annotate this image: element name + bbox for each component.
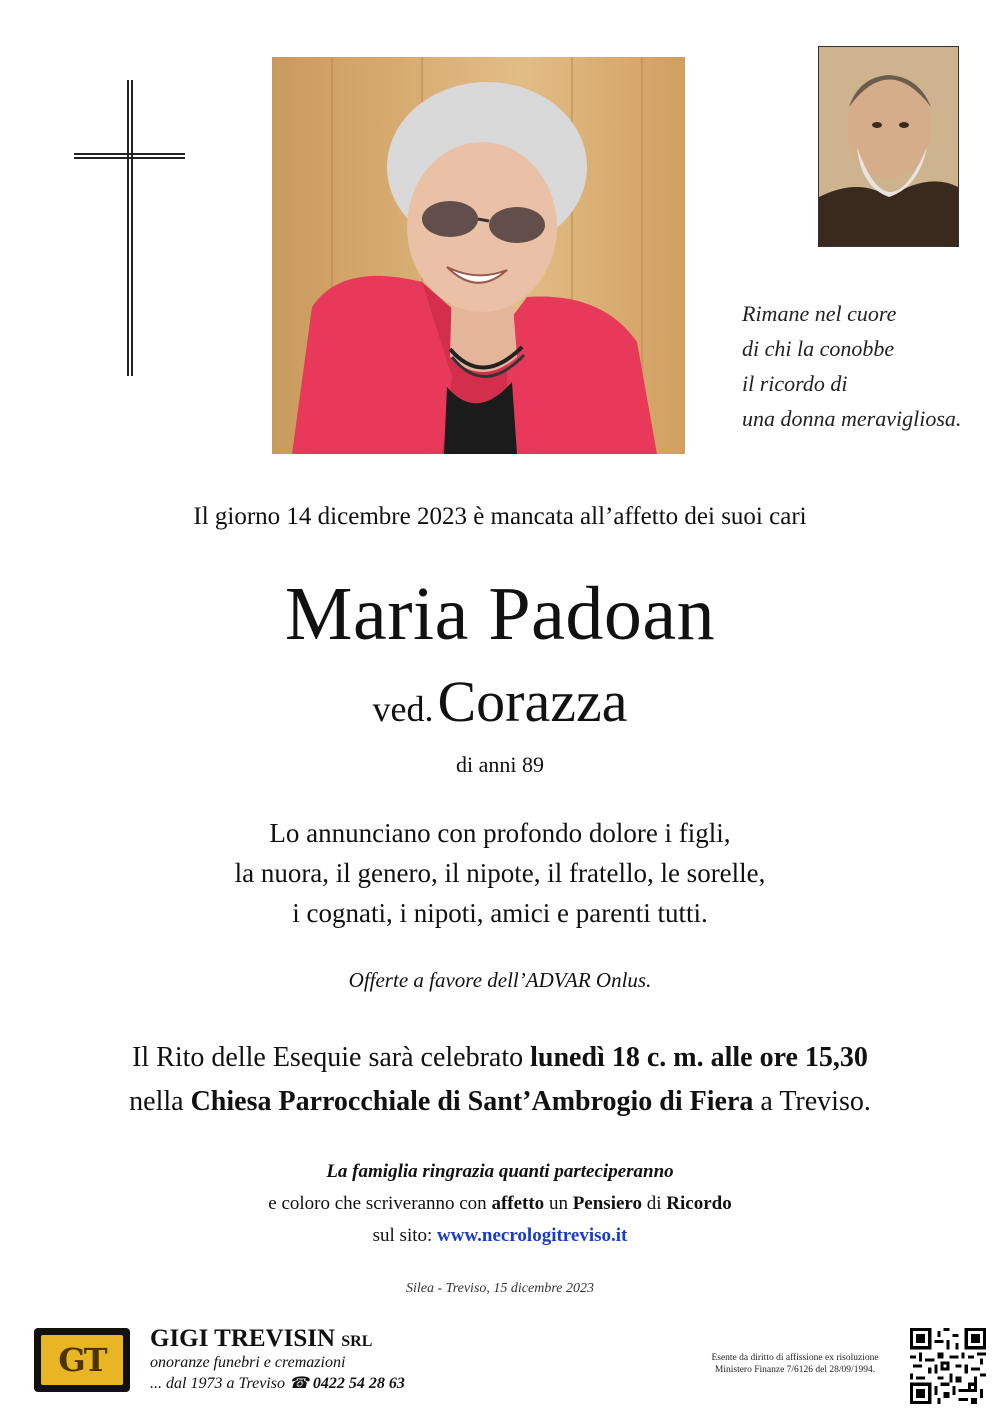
deceased-portrait-photo — [272, 57, 685, 454]
company-contact: ... dal 1973 a Treviso ☎ 0422 54 28 63 — [150, 1375, 405, 1392]
quote-line: il ricordo di — [742, 371, 848, 396]
widow-prefix: ved. — [372, 689, 434, 729]
announcement-line: i cognati, i nipoti, amici e parenti tutti. — [292, 898, 708, 928]
thanks-line-2: e coloro che scriveranno con affetto un Pensiero di Ricordo — [268, 1193, 732, 1214]
donation-note: Offerte a favore dell’ADVAR Onlus. — [348, 968, 652, 992]
qr-code-icon — [910, 1328, 986, 1404]
saint-portrait-image — [818, 46, 959, 247]
tax-exemption-note: Esente da diritto di affissione ex risoluzione Ministero Finanze 7/6126 del 28/09/1994. — [711, 1353, 879, 1375]
thanks-line-1: La famiglia ringrazia quanti parteciperanno — [326, 1161, 674, 1182]
funeral-line-1 — [0, 1036, 1000, 1080]
death-intro-text: Il giorno 14 dicembre 2023 è mancata all’affetto dei suoi cari — [193, 503, 807, 530]
quote-line: Rimane nel cuore — [742, 301, 897, 326]
deceased-age: di anni 89 — [456, 752, 544, 777]
telephone-icon: ☎ — [288, 1375, 309, 1392]
deceased-name: Maria Padoan — [284, 572, 716, 656]
quote-line: una donna meravigliosa. — [742, 406, 962, 431]
funeral-city: a Treviso. — [753, 1086, 871, 1117]
company-name: GIGI TREVISIN SRL — [150, 1325, 373, 1352]
funeral-datetime: lunedì 18 c. m. alle ore 15,30 — [530, 1042, 868, 1073]
announcement-text — [0, 813, 1000, 933]
announcement-line: la nuora, il genero, il nipote, il fratello, le sorelle, — [234, 858, 766, 888]
memorial-quote — [742, 296, 992, 436]
funeral-info — [0, 1036, 1000, 1124]
funeral-line-2 — [0, 1080, 1000, 1124]
thanks-section — [0, 1156, 1000, 1252]
company-subtitle: onoranze funebri e cremazioni — [150, 1354, 346, 1371]
company-info — [150, 1325, 405, 1395]
place-and-date: Silea - Treviso, 15 dicembre 2023 — [406, 1281, 594, 1296]
thanks-line-3: sul sito: www.necrologitreviso.it — [372, 1225, 628, 1246]
announcement-line: Lo annunciano con profondo dolore i figli, — [269, 818, 731, 848]
funeral-church: Chiesa Parrocchiale di Sant’Ambrogio di Fiera — [190, 1086, 754, 1117]
married-name-line — [0, 664, 1000, 755]
company-logo — [34, 1328, 130, 1392]
company-phone: 0422 54 28 63 — [312, 1375, 405, 1392]
logo-monogram: GT — [41, 1335, 123, 1385]
funeral-text: Il Rito delle Esequie sarà celebrato — [132, 1042, 531, 1073]
website-link[interactable]: www.necrologitreviso.it — [437, 1225, 628, 1246]
quote-line: di chi la conobbe — [742, 336, 895, 361]
funeral-text: nella — [129, 1086, 191, 1117]
married-surname: Corazza — [437, 669, 628, 734]
